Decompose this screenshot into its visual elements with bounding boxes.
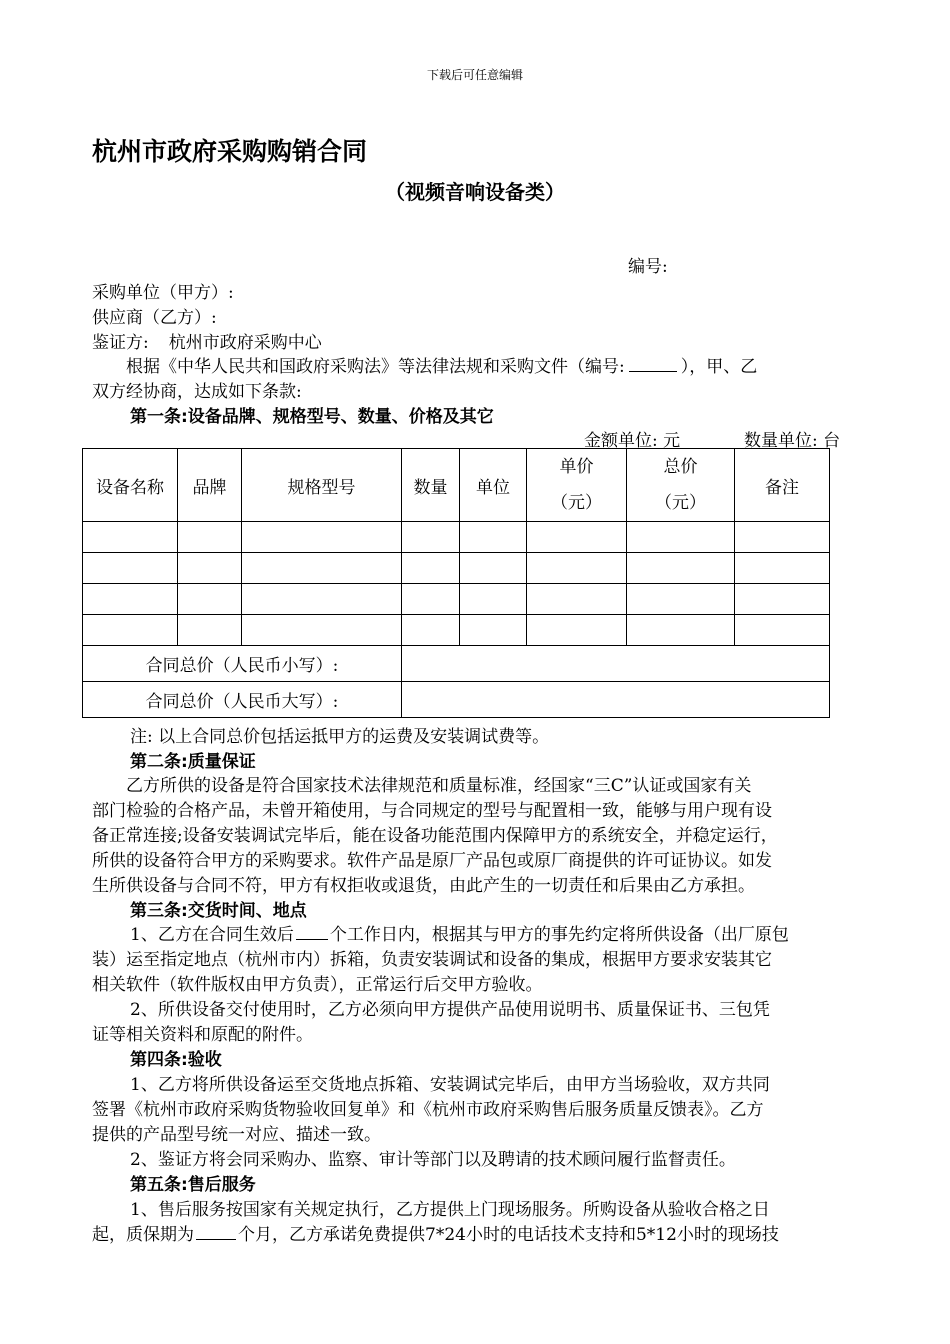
total-large-label: 合同总价（人民币大写）:	[83, 682, 402, 718]
warranty-months-blank	[196, 1222, 236, 1240]
art2-line-1: 乙方所供的设备是符合国家技术法律规范和质量标准，经国家“三C”认证或国家有关	[126, 776, 752, 796]
working-days-blank	[296, 922, 328, 940]
col-header-brand: 品牌	[178, 449, 242, 522]
art4-line-1: 1、乙方将所供设备运至交货地点拆箱、安装调试完毕后，由甲方当场验收，双方共同	[130, 1075, 770, 1095]
article-5-heading: 第五条:售后服务	[130, 1175, 256, 1195]
art2-line-4: 所供的设备符合甲方的采购要求。软件产品是原厂产品包或原厂商提供的许可证协议。如发	[92, 851, 772, 871]
art4-p2-line-1: 2、鉴证方将会同采购办、监察、审计等部门以及聘请的技术顾问履行监督责任。	[130, 1150, 736, 1170]
table-note: 注: 以上合同总价包括运抵甲方的运费及安装调试费等。	[130, 727, 550, 747]
contract-number-label: 编号:	[628, 257, 668, 277]
col-header-total-price: 总价 （元）	[627, 449, 735, 522]
certifier-line	[92, 328, 322, 353]
certifier-label: 鉴证方:	[92, 333, 149, 353]
art5-line-2: 起，质保期为 个月，乙方承诺免费提供7*24小时的电话技术支持和5*12小时的现场技	[92, 1220, 779, 1245]
procurement-number-blank	[629, 354, 677, 372]
col-header-remarks: 备注	[735, 449, 830, 522]
article-4-heading: 第四条:验收	[130, 1050, 222, 1070]
art3-line-2: 装）运至指定地点（杭州市内）拆箱，负责安装调试和设备的集成，根据甲方要求安装其它	[92, 950, 772, 970]
col-header-unit-price: 单价 （元）	[527, 449, 627, 522]
supplier-label: 供应商（乙方）:	[92, 308, 217, 328]
quantity-unit: 数量单位: 台	[744, 431, 841, 451]
total-large-row	[83, 682, 830, 718]
intro-text-b: ），甲、乙	[680, 357, 758, 377]
art5-line-1: 1、售后服务按国家有关规定执行，乙方提供上门现场服务。所购设备从验收合格之日	[130, 1200, 770, 1220]
table-row	[83, 615, 830, 646]
intro-line-2: 双方经协商，达成如下条款:	[92, 382, 302, 402]
header-note: 下载后可任意编辑	[426, 68, 523, 82]
table-header-row	[83, 449, 830, 522]
art3-p2-line-1: 2、所供设备交付使用时，乙方必须向甲方提供产品使用说明书、质量保证书、三包凭	[130, 1000, 770, 1020]
amount-unit: 金额单位: 元	[584, 431, 681, 451]
art3-p2-line-2: 证等相关资料和原配的附件。	[92, 1025, 313, 1045]
certifier-value: 杭州市政府采购中心	[168, 333, 322, 353]
equipment-table	[82, 448, 830, 718]
total-small-row	[83, 646, 830, 682]
total-small-value[interactable]	[402, 646, 830, 682]
article-3-heading: 第三条:交货时间、地点	[130, 901, 307, 921]
purchaser-label: 采购单位（甲方）:	[92, 283, 234, 303]
table-row	[83, 522, 830, 553]
article-1-heading: 第一条:设备品牌、规格型号、数量、价格及其它	[130, 407, 494, 427]
page-title: 杭州市政府采购购销合同	[92, 137, 368, 166]
intro-text-a: 根据《中华人民共和国政府采购法》等法律法规和采购文件（编号:	[126, 357, 625, 377]
col-header-quantity: 数量	[402, 449, 460, 522]
art2-line-2: 部门检验的合格产品，未曾开箱使用，与合同规定的型号与配置相一致，能够与用户现有设	[92, 801, 772, 821]
art4-line-2: 签署《杭州市政府采购货物验收回复单》和《杭州市政府采购售后服务质量反馈表》。乙方	[92, 1100, 764, 1120]
page-subtitle: （视频音响设备类）	[385, 180, 565, 204]
total-large-value[interactable]	[402, 682, 830, 718]
article-2-heading: 第二条:质量保证	[130, 752, 256, 772]
col-header-unit: 单位	[460, 449, 527, 522]
col-header-model: 规格型号	[242, 449, 402, 522]
art3-line-1: 1、乙方在合同生效后 个工作日内，根据其与甲方的事先约定将所供设备（出厂原包	[130, 920, 789, 945]
table-row	[83, 584, 830, 615]
art3-line-3: 相关软件（软件版权由甲方负责），正常运行后交甲方验收。	[92, 975, 543, 995]
total-small-label: 合同总价（人民币小写）:	[83, 646, 402, 682]
intro-line-1	[126, 352, 757, 377]
col-header-name: 设备名称	[83, 449, 178, 522]
table-row	[83, 553, 830, 584]
art2-line-3: 备正常连接;设备安装调试完毕后，能在设备功能范围内保障甲方的系统安全，并稳定运行，	[92, 826, 778, 846]
art2-line-5: 生所供设备与合同不符，甲方有权拒收或退货，由此产生的一切责任和后果由乙方承担。	[92, 876, 755, 896]
art4-line-3: 提供的产品型号统一对应、描述一致。	[92, 1125, 381, 1145]
